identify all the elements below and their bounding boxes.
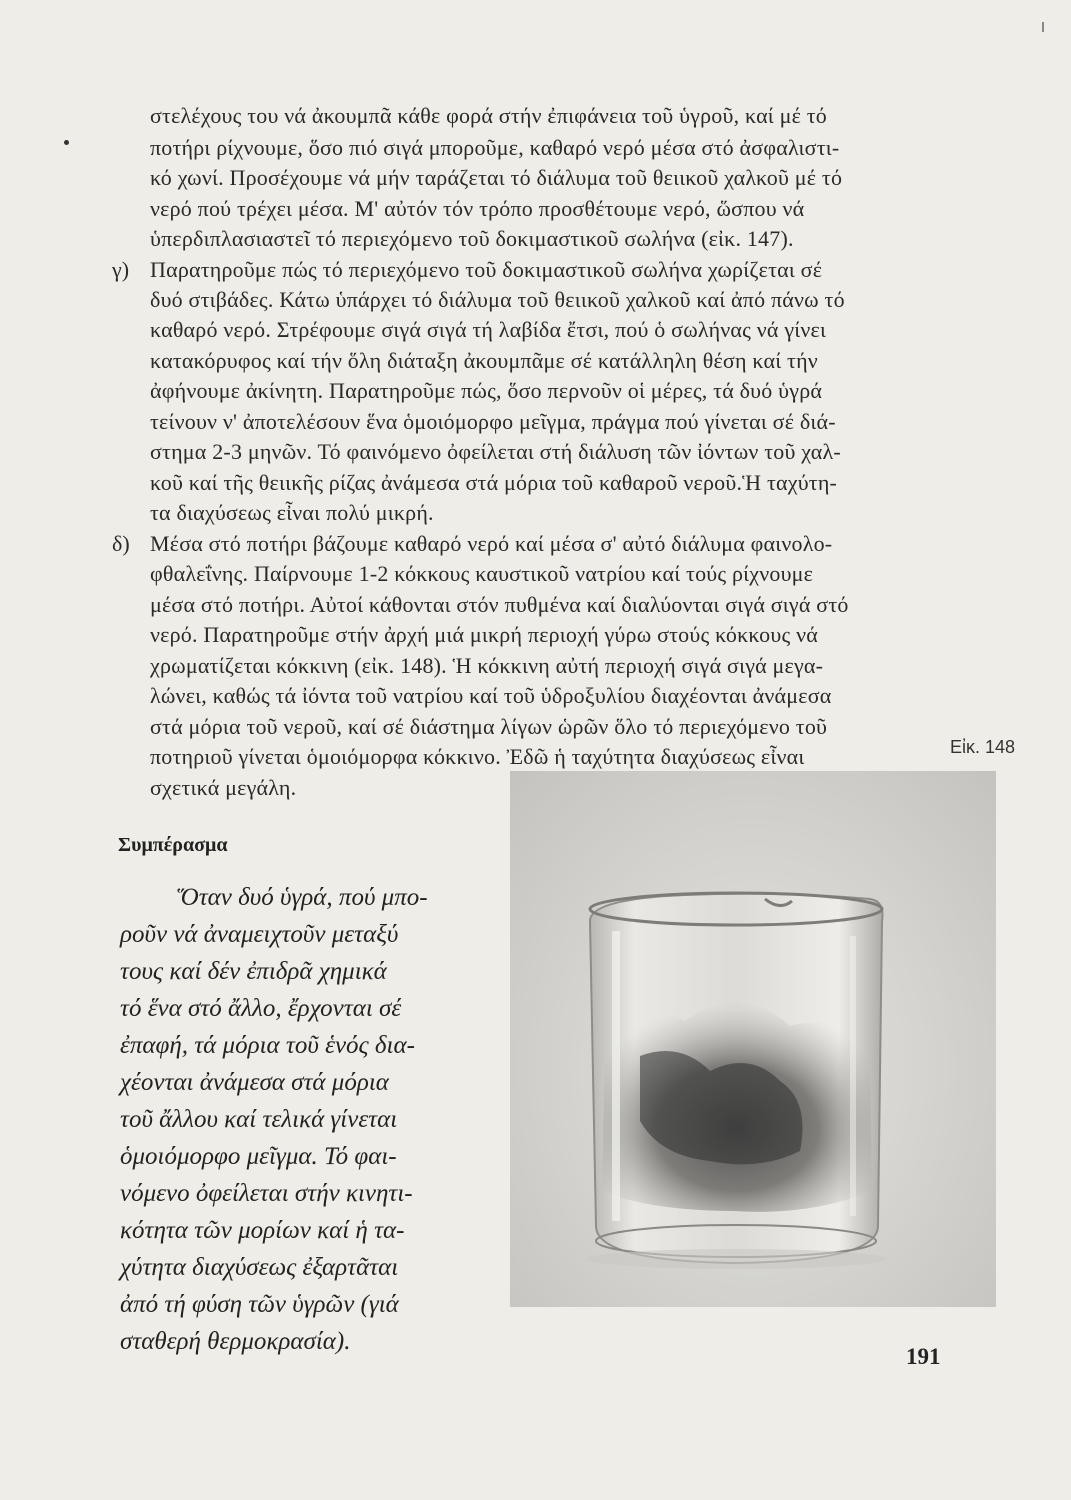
conclusion-line-10: κότητα τῶν μορίων καί ἡ τα- (120, 1217, 405, 1244)
body-line-17: μέσα στό ποτήρι. Αὐτοί κάθονται στόν πυθμένα καί διαλύονται σιγά σιγά στό (150, 592, 849, 617)
body-line-2: ποτήρι ρίχνουμε, ὅσο πιό σιγά μποροῦμε, καθαρό νερό μέσα στό ἀσφαλιστι- (150, 135, 840, 160)
conclusion-line-12: ἀπό τή φύση τῶν ὑγρῶν (γιά (120, 1291, 399, 1318)
body-line-22: ποτηριοῦ γίνεται ὁμοιόμορφα κόκκινο. Ἐδῶ ἡ ταχύτητα διαχύσεως εἶναι (150, 744, 805, 769)
conclusion-line-9: νόμενο ὀφείλεται στήν κινητι- (120, 1180, 413, 1207)
conclusion-line-11: χύτητα διαχύσεως ἐξαρτᾶται (120, 1254, 399, 1281)
body-line-21: στά μόρια τοῦ νεροῦ, καί σέ διάστημα λίγων ὡρῶν ὅλο τό περιεχόμενο τοῦ (150, 714, 828, 739)
body-line-1: στελέχους του νά ἀκουμπᾶ κάθε φορά στήν ἐπιφάνεια τοῦ ὑγροῦ, καί μέ τό (150, 103, 827, 128)
conclusion-line-1: Ὅταν δυό ὑγρά, πού μπο- (177, 884, 428, 911)
conclusion-line-7: τοῦ ἄλλου καί τελικά γίνεται (120, 1106, 398, 1133)
item-marker-gamma: γ) (112, 257, 130, 282)
conclusion-line-2: ροῦν νά ἀναμειχτοῦν μεταξύ (120, 921, 399, 948)
body-line-20: λώνει, καθώς τά ἰόντα τοῦ νατρίου καί τοῦ ὑδροξυλίου διαχέονται ἀνάμεσα (150, 683, 832, 708)
body-line-7: δυό στιβάδες. Κάτω ὑπάρχει τό διάλυμα τοῦ θειικοῦ χαλκοῦ καί ἀπό πάνω τό (150, 287, 845, 312)
body-line-19: χρωματίζεται κόκκινη (εἰκ. 148). Ἡ κόκκινη αὐτή περιοχή σιγά σιγά μεγα- (150, 653, 824, 678)
beaker-photo (510, 771, 996, 1307)
body-line-12: στημα 2-3 μηνῶν. Τό φαινόμενο ὀφείλεται στή διάλυση τῶν ἰόντων τοῦ χαλ- (150, 439, 841, 464)
conclusion-line-4: τό ἕνα στό ἄλλο, ἔρχονται σέ (120, 995, 402, 1022)
body-line-5: ὑπερδιπλασιαστεῖ τό περιεχόμενο τοῦ δοκιμαστικοῦ σωλήνα (εἰκ. 147). (150, 226, 794, 251)
body-line-10: ἀφήνουμε ἀκίνητη. Παρατηροῦμε πώς, ὅσο περνοῦν οἱ μέρες, τά δυό ὑγρά (150, 378, 823, 403)
scan-mark (1042, 22, 1044, 32)
margin-dot (64, 140, 69, 145)
conclusion-line-6: χέονται ἀνάμεσα στά μόρια (120, 1069, 389, 1096)
body-line-11: τείνουν ν' ἀποτελέσουν ἕνα ὁμοιόμορφο μεῖγμα, πράγμα πού γίνεται σέ διά- (150, 409, 836, 434)
body-line-16: φθαλεΐνης. Παίρνουμε 1-2 κόκκους καυστικοῦ νατρίου καί τούς ρίχνουμε (150, 561, 814, 586)
conclusion-line-5: ἐπαφή, τά μόρια τοῦ ἑνός δια- (120, 1032, 415, 1059)
page-number: 191 (906, 1344, 941, 1369)
beaker-illustration (510, 771, 996, 1307)
body-line-6: Παρατηροῦμε πώς τό περιεχόμενο τοῦ δοκιμαστικοῦ σωλήνα χωρίζεται σέ (150, 257, 823, 282)
body-line-14: τα διαχύσεως εἶναι πολύ μικρή. (150, 500, 434, 525)
body-line-8: καθαρό νερό. Στρέφουμε σιγά σιγά τή λαβίδα ἔτσι, πού ὁ σωλήνας νά γίνει (150, 317, 827, 342)
body-line-13: κοῦ καί τῆς θειικῆς ρίζας ἀνάμεσα στά μόρια τοῦ καθαροῦ νεροῦ.Ἡ ταχύτη- (150, 470, 838, 495)
figure-caption: Εἰκ. 148 (950, 737, 1016, 757)
body-line-15: Μέσα στό ποτήρι βάζουμε καθαρό νερό καί μέσα σ' αὐτό διάλυμα φαινολο- (150, 531, 833, 556)
body-line-4: νερό πού τρέχει μέσα. Μ' αὐτόν τόν τρόπο προσθέτουμε νερό, ὥσπου νά (150, 196, 805, 221)
conclusion-line-13: σταθερή θερμοκρασία). (120, 1328, 351, 1355)
conclusion-line-8: ὁμοιόμορφο μεῖγμα. Τό φαι- (120, 1143, 397, 1170)
body-line-18: νερό. Παρατηροῦμε στήν ἀρχή μιά μικρή περιοχή γύρω στούς κόκκους νά (150, 622, 818, 647)
body-line-9: κατακόρυφος καί τήν ὅλη διάταξη ἀκουμπᾶμε σέ κατάλληλη θέση καί τήν (150, 348, 818, 373)
conclusion-heading: Συμπέρασμα (118, 834, 228, 856)
body-line-3: κό χωνί. Προσέχουμε νά μήν ταράζεται τό διάλυμα τοῦ θειικοῦ χαλκοῦ μέ τό (150, 165, 843, 190)
item-marker-delta: δ) (112, 531, 130, 556)
body-line-23: σχετικά μεγάλη. (150, 775, 297, 800)
conclusion-line-3: τους καί δέν ἐπιδρᾶ χημικά (120, 958, 387, 985)
